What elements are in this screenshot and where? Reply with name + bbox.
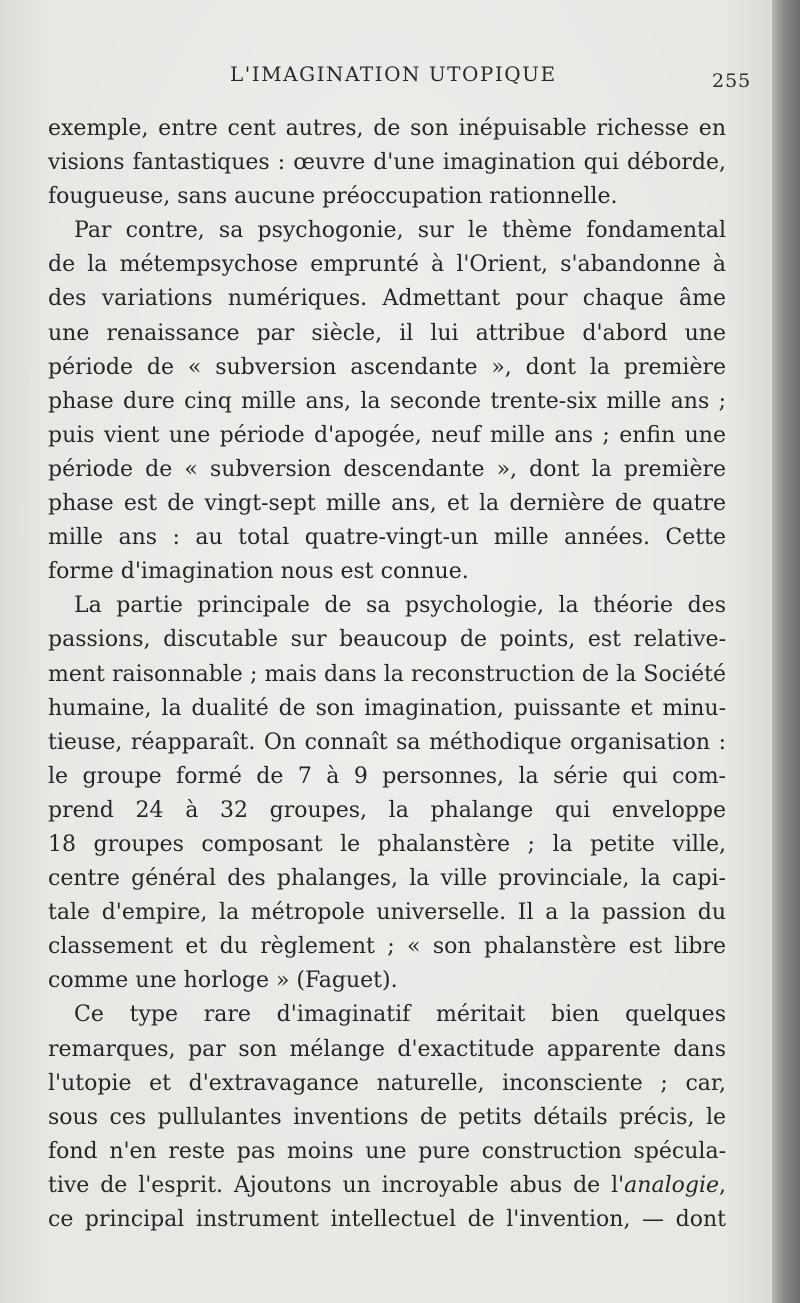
text-line: l'utopie et d'extravagance naturelle, inconsciente ; car, (48, 1070, 726, 1096)
text-line: ce principal instrument intellectuel de l'invention, — dont (48, 1207, 726, 1232)
body-text (48, 112, 726, 1237)
text-line: phase est de vingt-sept mille ans, et la dernière de quatre (48, 491, 726, 517)
text-line: forme d'imagination nous est connue. (48, 559, 469, 585)
text-line: une renaissance par siècle, il lui attribue d'abord une (48, 320, 726, 346)
text-line: centre général des phalanges, la ville provinciale, la capi- (48, 866, 726, 892)
text-line: phase dure cinq mille ans, la seconde trente-six mille ans ; (48, 388, 726, 414)
text-line: Ce type rare d'imaginatif méritait bien quelques (74, 1002, 726, 1028)
text-line: fougueuse, sans aucune préoccupation rationnelle. (48, 184, 618, 210)
running-header (0, 62, 772, 96)
text-line: Par contre, sa psychogonie, sur le thème fondamental (74, 218, 726, 244)
text-line: fond n'en reste pas moins une pure construction spécula- (48, 1138, 726, 1164)
text-line: 18 groupes composant le phalanstère ; la petite ville, (48, 831, 726, 857)
text-segment: , (719, 1172, 726, 1198)
text-line: tale d'empire, la métropole universelle. Il a la passion du (48, 900, 726, 926)
text-line: de la métempsychose emprunté à l'Orient, s'abandonne à (48, 252, 726, 278)
text-line: sous ces pullulantes inventions de petits détails précis, le (48, 1104, 726, 1130)
italic-term: analogie (624, 1172, 719, 1198)
page-edge (772, 0, 800, 1303)
text-line: le groupe formé de 7 à 9 personnes, la série qui com- (48, 763, 726, 789)
text-line: période de « subversion ascendante », dont la première (48, 354, 726, 380)
text-line: mille ans : au total quatre-vingt-un mille années. Cette (48, 525, 726, 551)
running-title: L'IMAGINATION UTOPIQUE (230, 62, 557, 86)
text-line: tieuse, réapparaît. On connaît sa méthodique organisation : (48, 729, 726, 755)
text-line: prend 24 à 32 groupes, la phalange qui enveloppe (48, 797, 726, 823)
text-line: exemple, entre cent autres, de son inépuisable richesse en (48, 116, 726, 141)
text-line: visions fantastiques : œuvre d'une imagination qui déborde, (48, 150, 726, 176)
page-number: 255 (712, 70, 752, 92)
text-line-with-italic (48, 1169, 726, 1203)
text-line: ment raisonnable ; mais dans la reconstruction de la Société (48, 661, 726, 687)
text-line: des variations numériques. Admettant pour chaque âme (48, 286, 726, 312)
text-line: passions, discutable sur beaucoup de points, est relative- (48, 627, 726, 653)
text-segment: tive de l'esprit. Ajoutons un incroyable abus de l' (48, 1172, 625, 1198)
text-line: classement et du règlement ; « son phalanstère est libre (48, 934, 726, 960)
text-line: période de « subversion descendante », dont la première (48, 456, 726, 482)
text-line: La partie principale de sa psychologie, la théorie des (74, 593, 726, 619)
text-line: puis vient une période d'apogée, neuf mille ans ; enfin une (48, 422, 726, 448)
text-line: remarques, par son mélange d'exactitude apparente dans (48, 1036, 726, 1062)
text-line: humaine, la dualité de son imagination, puissante et minu- (48, 695, 726, 721)
text-line: comme une horloge » (Faguet). (48, 968, 398, 994)
